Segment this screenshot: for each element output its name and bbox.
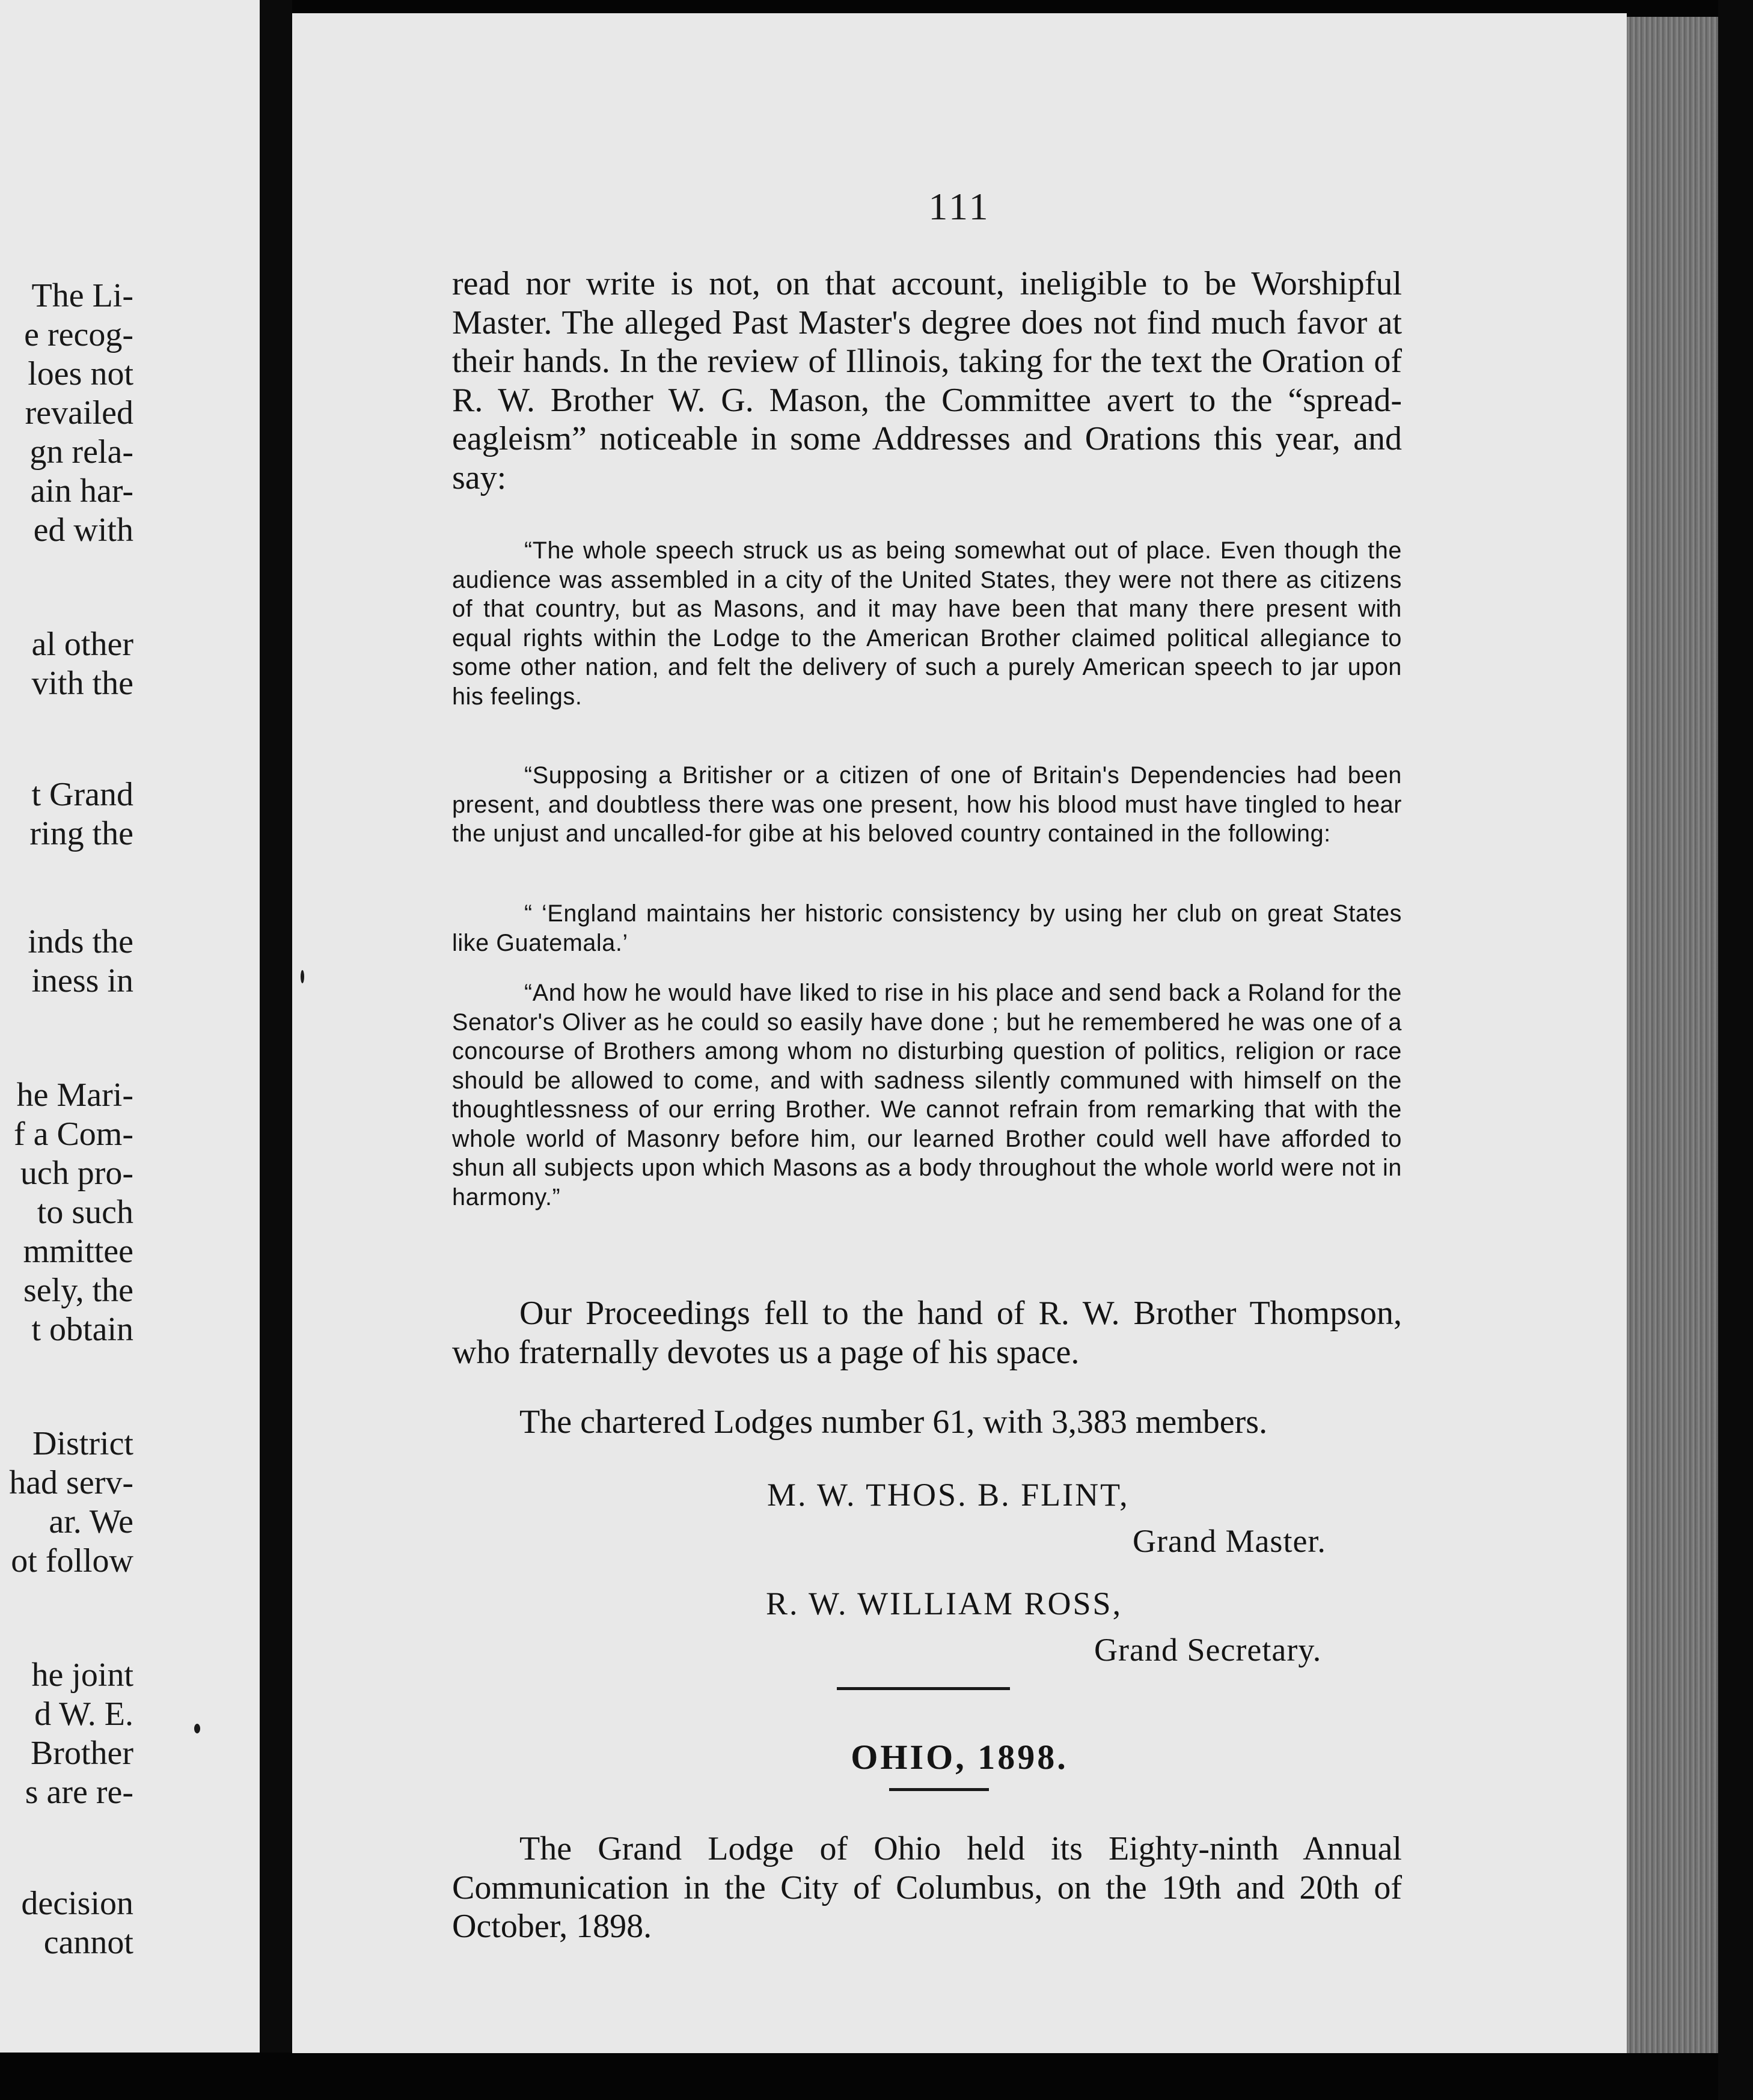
page-stack-edge	[1627, 17, 1718, 2053]
book-page	[292, 13, 1627, 2053]
previous-page-line: e recog-	[24, 316, 133, 353]
previous-page-line: uch pro-	[20, 1155, 133, 1192]
intro-paragraph-block	[452, 264, 1402, 497]
proceedings-block	[452, 1294, 1402, 1372]
signature-name-grand-secretary: R. W. WILLIAM ROSS,	[766, 1586, 1123, 1622]
lodges-paragraph: The chartered Lodges number 61, with 3,383 members.	[519, 1403, 1268, 1441]
quote-block-4	[452, 978, 1402, 1212]
section-divider-bottom	[889, 1788, 989, 1791]
quote-paragraph: “ ‘England maintains her historic consistency by using her club on great States like Guatemala.’	[452, 900, 1402, 956]
previous-page-line: District	[32, 1425, 133, 1462]
previous-page-line: inds the	[28, 923, 133, 960]
ink-speck	[301, 970, 304, 983]
previous-page-line: he Mari-	[16, 1076, 133, 1114]
previous-page-line: iness in	[31, 962, 133, 1000]
previous-page-fragment	[0, 0, 260, 2053]
quote-block-2	[452, 761, 1402, 849]
previous-page-line: t Grand	[31, 776, 133, 813]
section-heading: OHIO, 1898.	[851, 1738, 1068, 1777]
previous-page-line: gn rela-	[29, 433, 133, 471]
signature-name-grand-master: M. W. THOS. B. FLINT,	[767, 1477, 1130, 1513]
signature-title-grand-secretary: Grand Secretary.	[1094, 1632, 1322, 1668]
quote-paragraph: “The whole speech struck us as being somewhat out of place. Even though the audience was assembled in a city of the United States, they were not there as citizens of that country, but as Masons, and it may have been that many there present with equal rights within the Lodge to the American Brother claimed political allegiance to some other nation, and felt the delivery of such a purely American speech to jar upon his feelings.	[452, 537, 1402, 710]
previous-page-line: ring the	[29, 815, 133, 852]
previous-page-line: ed with	[33, 511, 133, 549]
book-gutter	[260, 0, 292, 2053]
page-number: 111	[928, 185, 991, 228]
previous-page-line: decision	[21, 1885, 133, 1922]
quote-block-3	[452, 899, 1402, 957]
previous-page-line: al other	[31, 626, 133, 663]
quote-paragraph: “Supposing a Britisher or a citizen of one of Britain's Dependencies had been present, and doubtless there was one present, how his blood must have tingled to hear the unjust and uncalled-for gibe at his beloved country contained in the following:	[452, 762, 1402, 847]
previous-page-line: cannot	[43, 1924, 133, 1961]
scan-border	[1718, 0, 1753, 2100]
previous-page-text	[0, 0, 133, 2053]
previous-page-line: to such	[37, 1194, 133, 1231]
lodges-block	[452, 1403, 1402, 1442]
quote-paragraph: “And how he would have liked to rise in his place and send back a Roland for the Senator's Oliver as he could so easily have done ; but he remembered he was one of a concourse of Brothers among whom no disturbing question of politics, religion or race should be allowed to come, and with sadness silently communed with himself on the thoughtlessness of our erring Brother. We cannot refrain from remarking that with the whole world of Masonry before him, our learned Brother could well have afforded to shun all subjects upon which Masons as a body throughout the whole world were not in harmony.”	[452, 980, 1402, 1210]
previous-page-line: mmittee	[23, 1233, 133, 1270]
quote-block-1	[452, 536, 1402, 711]
previous-page-line: sely, the	[23, 1272, 133, 1309]
signature-title-grand-master: Grand Master.	[1133, 1523, 1326, 1559]
ohio-block	[452, 1830, 1402, 1946]
previous-page-line: he joint	[31, 1656, 133, 1694]
previous-page-line: revailed	[25, 394, 133, 432]
previous-page-line: ain har-	[30, 472, 133, 510]
intro-paragraph: read nor write is not, on that account, ineligible to be Worshipful Master. The alleged Past Master's degree does not find much favor at their hands. In the review of Illinois, taking for the text the Oration of R. W. Brother W. G. Mason, the Committee avert to the “spread-eagleism” noticeable in some Addresses and Orations this year, and say:	[452, 265, 1402, 496]
previous-page-line: t obtain	[31, 1311, 133, 1348]
ohio-paragraph: The Grand Lodge of Ohio held its Eighty-ninth Annual Communication in the City of Columbus, on the 19th and 20th of October, 1898.	[452, 1830, 1402, 1945]
proceedings-paragraph: Our Proceedings fell to the hand of R. W. Brother Thompson, who fraternally devotes us a page of his space.	[452, 1295, 1402, 1371]
previous-page-line: had serv-	[9, 1464, 133, 1501]
ink-speck	[194, 1724, 200, 1733]
previous-page-line: f a Com-	[13, 1116, 133, 1153]
previous-page-line: ot follow	[11, 1542, 133, 1580]
previous-page-line: vith the	[31, 665, 133, 702]
previous-page-line: loes not	[28, 355, 133, 392]
previous-page-line: The Li-	[31, 277, 133, 314]
previous-page-line: s are re-	[25, 1774, 133, 1811]
previous-page-line: ar. We	[49, 1503, 133, 1540]
previous-page-line: Brother	[30, 1735, 133, 1772]
previous-page-line: d W. E.	[34, 1696, 133, 1733]
section-divider-top	[837, 1687, 1010, 1690]
